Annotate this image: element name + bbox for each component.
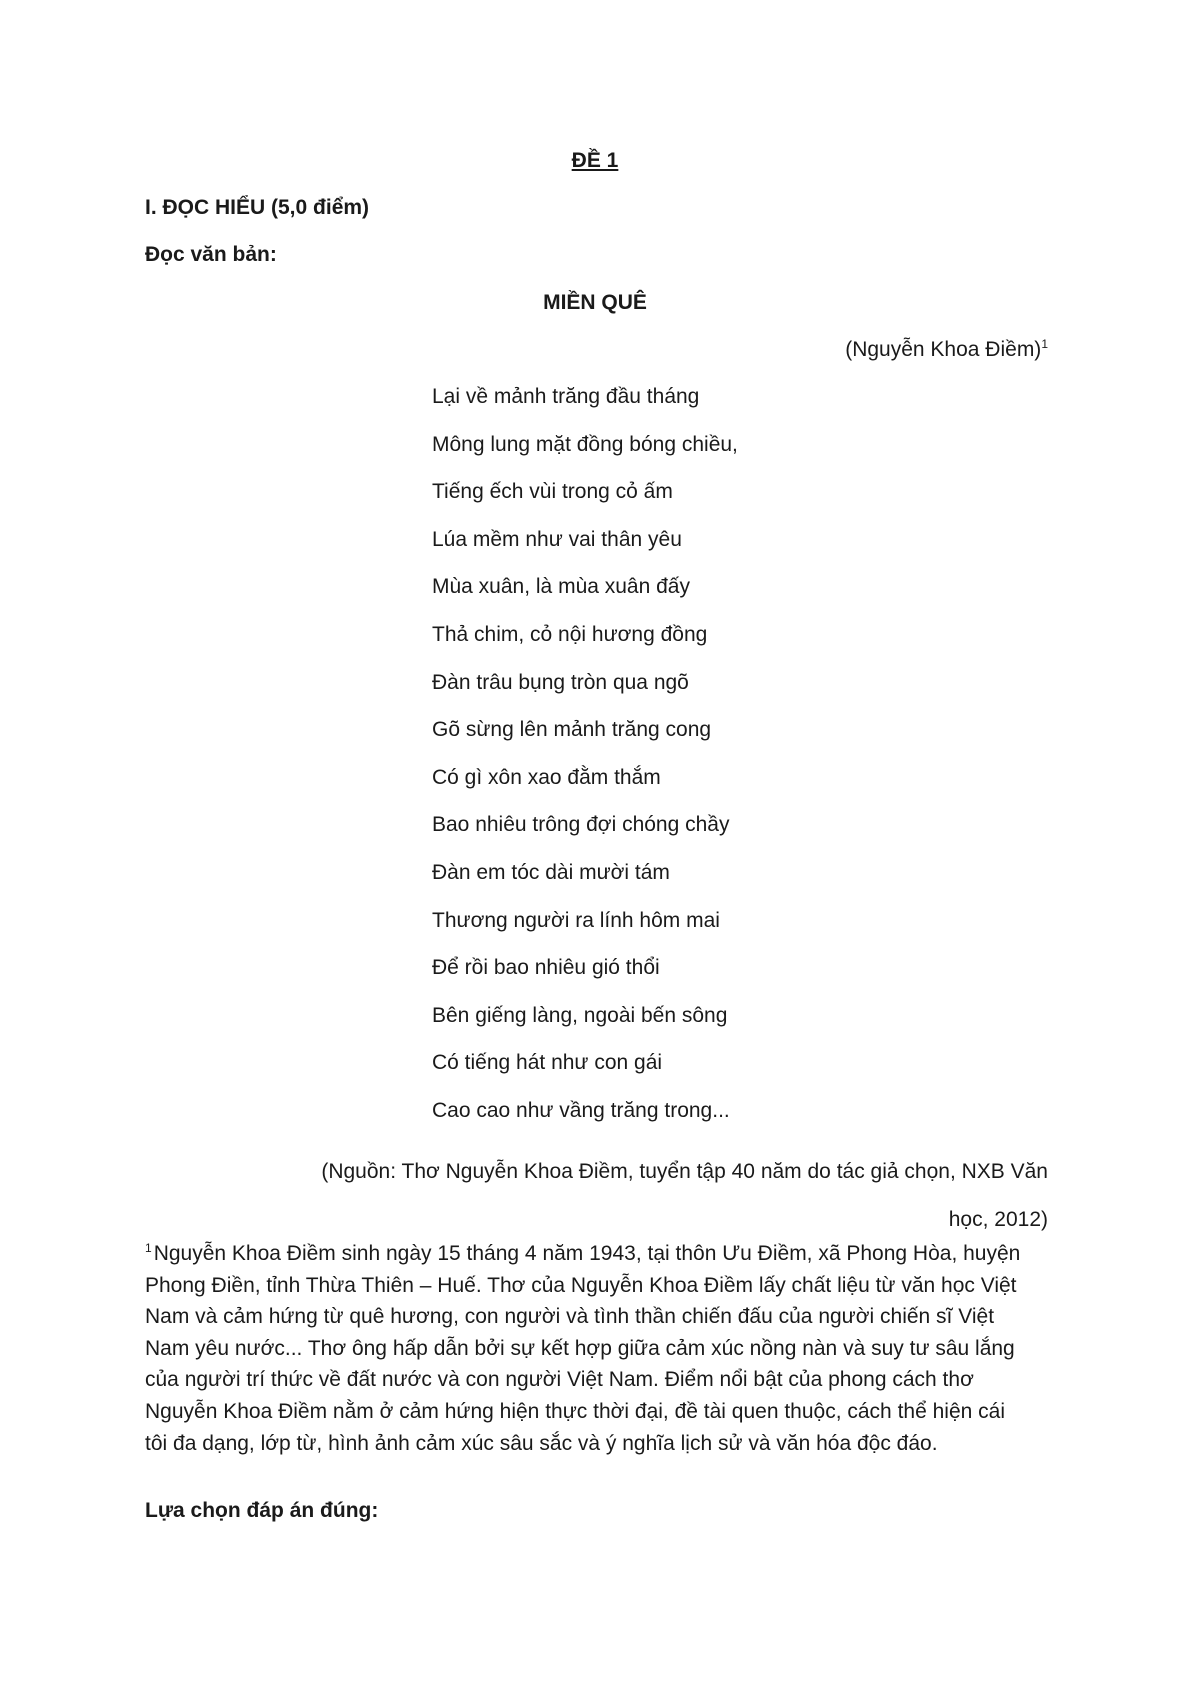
poem-line: Đàn trâu bụng tròn qua ngõ <box>432 670 689 694</box>
poem-body <box>432 386 738 1148</box>
poem-source-line: (Nguồn: Thơ Nguyễn Khoa Điềm, tuyển tập 40 năm do tác giả chọn, NXB Văn <box>321 1160 1048 1183</box>
poem-line: Bao nhiêu trông đợi chóng chầy <box>432 813 730 837</box>
poem-author <box>845 339 1048 360</box>
footnote-line-text: Nguyễn Khoa Điềm sinh ngày 15 tháng 4 năm 1943, tại thôn Ưu Điềm, xã Phong Hòa, huyện <box>153 1242 1021 1265</box>
poem-line: Cao cao như vầng trăng trong... <box>432 1098 730 1122</box>
footnote-mark: 1 <box>145 1241 152 1255</box>
footnote-line <box>145 1238 1050 1270</box>
poem-title: MIỀN QUÊ <box>543 291 647 314</box>
footnote-line: Nam và cảm hứng từ quê hương, con người và tình thần chiến đấu của người chiến sĩ Việt <box>145 1305 995 1329</box>
poem-line: Gõ sừng lên mảnh trăng cong <box>432 718 712 742</box>
poem-author-name: (Nguyễn Khoa Điềm) <box>845 338 1042 361</box>
poem-line: Tiếng ếch vùi trong cỏ ấm <box>432 480 673 504</box>
footnote-line: tôi đa dạng, lớp từ, hình ảnh cảm xúc sâu sắc và ý nghĩa lịch sử và văn hóa độc đáo. <box>145 1431 938 1455</box>
poem-line: Để rồi bao nhiêu gió thổi <box>432 956 660 980</box>
poem-source <box>308 1148 1048 1243</box>
poem-line: Có gì xôn xao đằm thắm <box>432 765 661 789</box>
read-text-label: Đọc văn bản: <box>145 243 277 266</box>
footnote-line: Nam yêu nước... Thơ ông hấp dẫn bởi sự kết hợp giữa cảm xúc nồng nàn và suy tư sâu lắng <box>145 1336 1015 1360</box>
footnote-line: Nguyễn Khoa Điềm nằm ở cảm hứng hiện thực thời đại, đề tài quen thuộc, cách thể hiện cái <box>145 1399 1005 1423</box>
poem-line: Thả chim, cỏ nội hương đồng <box>432 622 708 646</box>
poem-line: Có tiếng hát như con gái <box>432 1051 663 1075</box>
footnote-line: Phong Điền, tỉnh Thừa Thiên – Huế. Thơ của Nguyễn Khoa Điềm lấy chất liệu từ văn học Việt <box>145 1273 1017 1297</box>
footnote-line: của người trí thức về đất nước và con người Việt Nam. Điểm nổi bật của phong cách thơ <box>145 1368 974 1392</box>
footnote-reference-mark: 1 <box>1041 337 1048 351</box>
footnote <box>145 1238 1050 1459</box>
poem-line: Lúa mềm như vai thân yêu <box>432 527 682 551</box>
exam-title: ĐỀ 1 <box>571 149 619 172</box>
poem-line: Lại về mảnh trăng đầu tháng <box>432 385 700 408</box>
poem-line: Đàn em tóc dài mười tám <box>432 860 670 884</box>
section-heading: I. ĐỌC HIỂU (5,0 điểm) <box>145 196 370 219</box>
poem-line: Thương người ra lính hôm mai <box>432 908 720 932</box>
poem-source-line: học, 2012) <box>948 1207 1048 1231</box>
poem-line: Mông lung mặt đồng bóng chiều, <box>432 432 738 456</box>
answer-instruction: Lựa chọn đáp án đúng: <box>145 1499 379 1522</box>
poem-line: Mùa xuân, là mùa xuân đấy <box>432 575 690 599</box>
poem-line: Bên giếng làng, ngoài bến sông <box>432 1003 728 1027</box>
